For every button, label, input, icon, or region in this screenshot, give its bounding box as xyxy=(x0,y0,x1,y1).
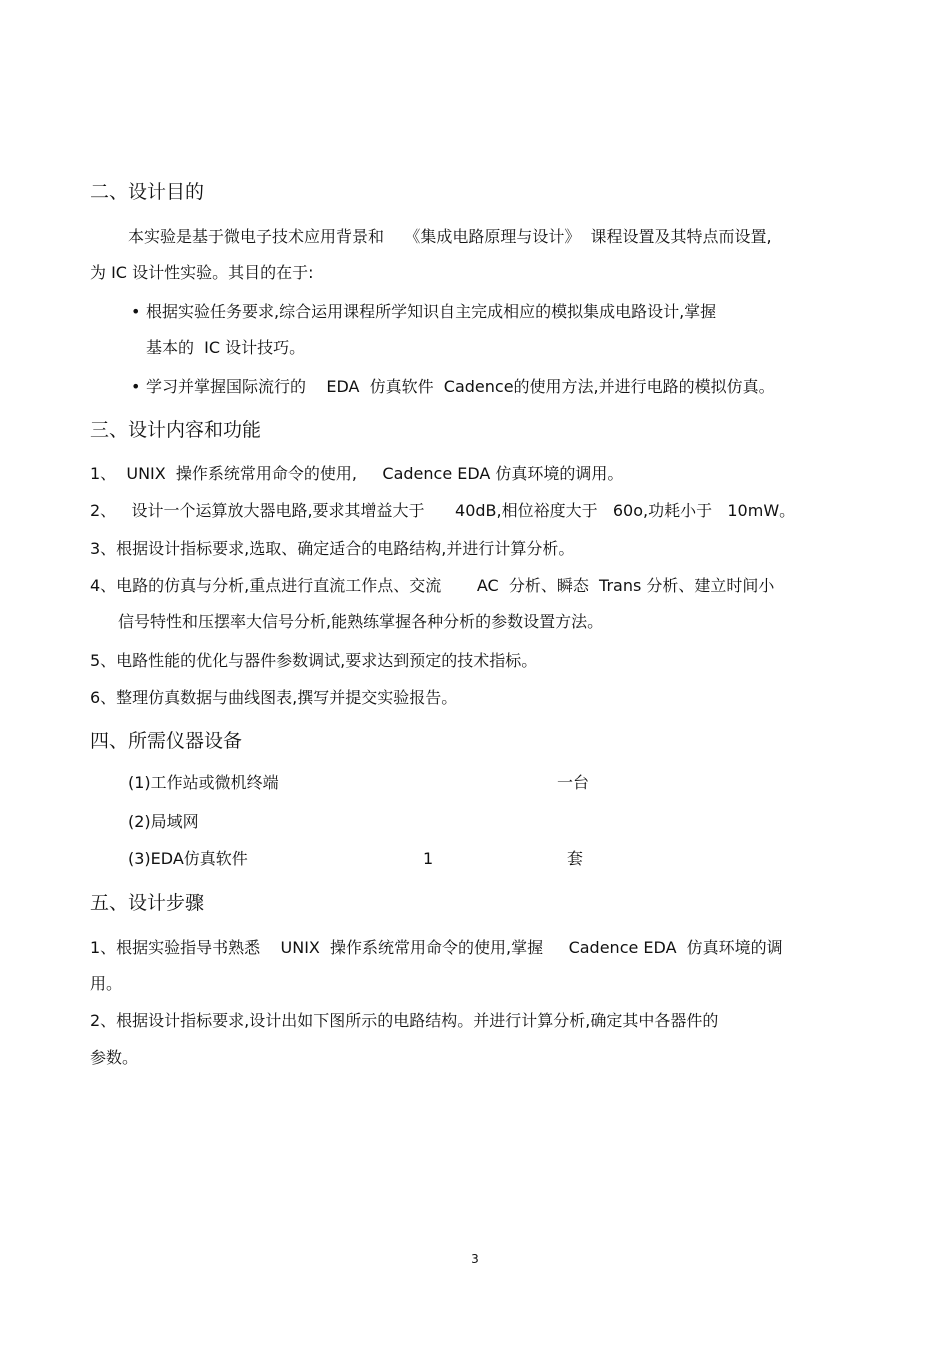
equipment-3-name: (3)EDA仿真软件 xyxy=(128,849,248,868)
purpose-bullet2: 学习并掌握国际流行的 EDA 仿真软件 Cadence的使用方法,并进行电路的模拟仿真。 xyxy=(146,377,775,396)
content-item-4-line2: 信号特性和压摆率大信号分析,能熟练掌握各种分析的参数设置方法。 xyxy=(118,612,604,631)
equipment-3-unit: 套 xyxy=(567,849,584,868)
bullet-icon: • xyxy=(131,302,141,321)
step-1-line2: 用。 xyxy=(90,974,123,993)
section-heading-content-function: 三、设计内容和功能 xyxy=(90,419,262,441)
equipment-1-name: (1)工作站或微机终端 xyxy=(128,773,279,792)
step-2-line2: 参数。 xyxy=(90,1048,139,1067)
purpose-paragraph-line2: 为 IC 设计性实验。其目的在于: xyxy=(90,263,314,282)
bullet-icon: • xyxy=(131,377,141,396)
equipment-3-number: 1 xyxy=(423,849,434,868)
purpose-bullet1-line2: 基本的 IC 设计技巧。 xyxy=(146,338,306,357)
content-item-6: 6、整理仿真数据与曲线图表,撰写并提交实验报告。 xyxy=(90,688,458,707)
content-item-4-line1: 4、电路的仿真与分析,重点进行直流工作点、交流 AC 分析、瞬态 Trans 分析、建立时间小 xyxy=(90,576,775,595)
content-item-1: 1、 UNIX 操作系统常用命令的使用, Cadence EDA 仿真环境的调用。 xyxy=(90,464,624,483)
equipment-1-quantity: 一台 xyxy=(557,773,590,792)
section-heading-equipment: 四、所需仪器设备 xyxy=(90,730,243,752)
content-item-5: 5、电路性能的优化与器件参数调试,要求达到预定的技术指标。 xyxy=(90,651,538,670)
step-2-line1: 2、根据设计指标要求,设计出如下图所示的电路结构。并进行计算分析,确定其中各器件的 xyxy=(90,1011,719,1030)
section-heading-design-steps: 五、设计步骤 xyxy=(90,892,205,914)
purpose-bullet1-line1: 根据实验任务要求,综合运用课程所学知识自主完成相应的模拟集成电路设计,掌握 xyxy=(146,302,717,321)
content-item-2: 2、 设计一个运算放大器电路,要求其增益大于 40dB,相位裕度大于 60o,功耗小于 10mW。 xyxy=(90,501,796,520)
page-number: 3 xyxy=(471,1252,479,1266)
content-item-3: 3、根据设计指标要求,选取、确定适合的电路结构,并进行计算分析。 xyxy=(90,539,575,558)
purpose-paragraph-line1: 本实验是基于微电子技术应用背景和 《集成电路原理与设计》 课程设置及其特点而设置, xyxy=(128,227,772,246)
section-heading-design-purpose: 二、设计目的 xyxy=(90,181,205,203)
step-1-line1: 1、根据实验指导书熟悉 UNIX 操作系统常用命令的使用,掌握 Cadence EDA 仿真环境的调 xyxy=(90,938,783,957)
equipment-2-name: (2)局域网 xyxy=(128,812,199,831)
